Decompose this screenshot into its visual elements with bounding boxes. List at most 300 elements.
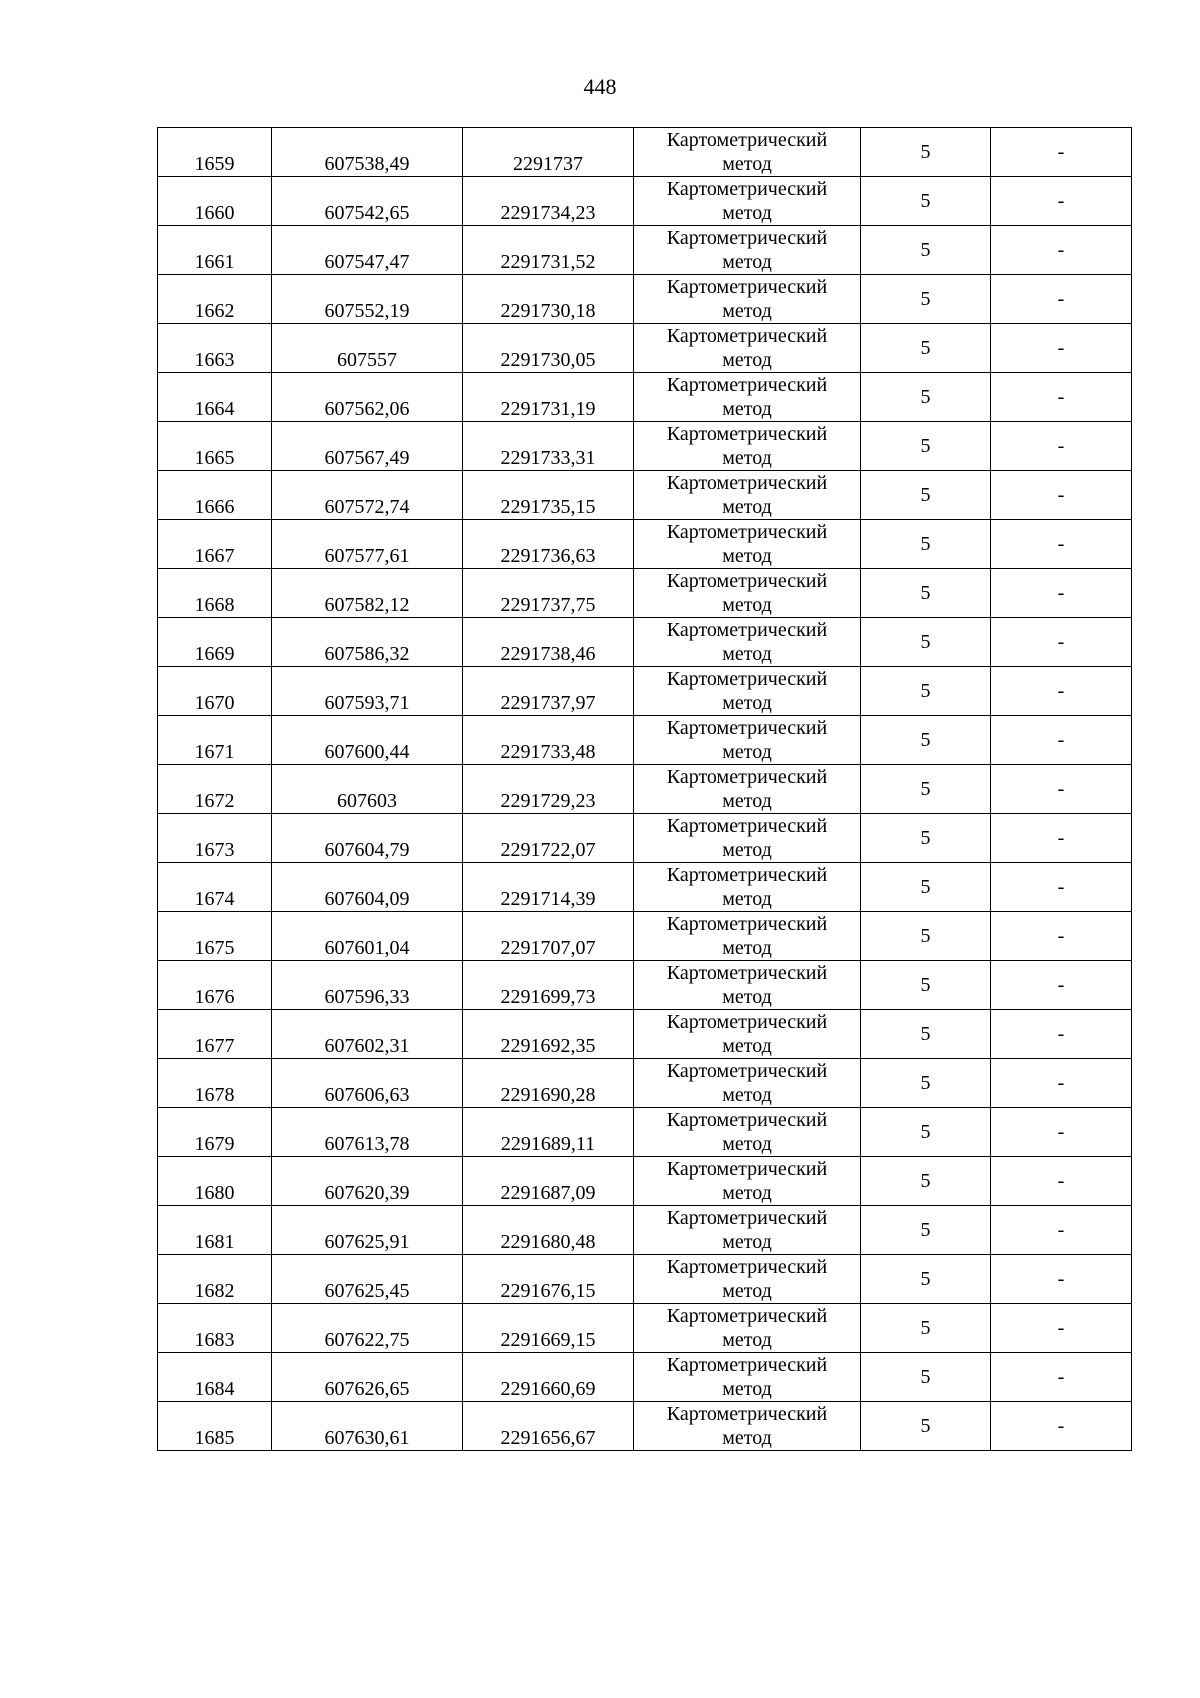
x-coordinate-cell <box>272 1157 463 1206</box>
y-coordinate-cell <box>463 1206 634 1255</box>
x-coordinate: 607557 <box>337 349 397 371</box>
x-coordinate-cell <box>272 1304 463 1353</box>
point-number: 1678 <box>194 1084 235 1106</box>
x-coordinate-cell <box>272 1206 463 1255</box>
point-number: 1682 <box>194 1280 235 1302</box>
method-cell <box>634 569 861 618</box>
table-row <box>158 912 1132 961</box>
y-coordinate-cell <box>463 128 634 177</box>
x-coordinate-cell <box>272 373 463 422</box>
y-coordinate: 2291676,15 <box>500 1280 596 1302</box>
accuracy-cell: 5 <box>861 324 991 373</box>
method-line-2: метод <box>722 1427 772 1449</box>
y-coordinate-cell <box>463 275 634 324</box>
x-coordinate-cell <box>272 618 463 667</box>
method-line-2: метод <box>722 888 772 910</box>
accuracy-cell: 5 <box>861 618 991 667</box>
y-coordinate-cell <box>463 1157 634 1206</box>
description-cell: - <box>991 324 1132 373</box>
accuracy-cell: 5 <box>861 1010 991 1059</box>
x-coordinate-cell <box>272 1010 463 1059</box>
x-coordinate-cell <box>272 1255 463 1304</box>
method-line-1: Картометрический <box>666 717 828 739</box>
point-number: 1667 <box>194 545 235 567</box>
point-number: 1681 <box>194 1231 235 1253</box>
accuracy-cell: 5 <box>861 814 991 863</box>
point-number: 1669 <box>194 643 235 665</box>
method-line-2: метод <box>722 1280 772 1302</box>
point-number-cell <box>158 422 272 471</box>
accuracy-cell: 5 <box>861 128 991 177</box>
description-cell: - <box>991 1059 1132 1108</box>
point-number-cell <box>158 863 272 912</box>
description-cell: - <box>991 1108 1132 1157</box>
x-coordinate-cell <box>272 961 463 1010</box>
accuracy-cell: 5 <box>861 1206 991 1255</box>
method-line-1: Картометрический <box>666 1060 828 1082</box>
method-cell <box>634 471 861 520</box>
x-coordinate: 607567,49 <box>324 447 410 469</box>
method-cell <box>634 226 861 275</box>
table-row <box>158 814 1132 863</box>
table-row <box>158 961 1132 1010</box>
method-cell <box>634 667 861 716</box>
y-coordinate: 2291692,35 <box>500 1035 596 1057</box>
y-coordinate: 2291687,09 <box>500 1182 596 1204</box>
method-line-1: Картометрический <box>666 913 828 935</box>
y-coordinate-cell <box>463 569 634 618</box>
x-coordinate: 607600,44 <box>324 741 410 763</box>
point-number: 1679 <box>194 1133 235 1155</box>
y-coordinate: 2291689,11 <box>500 1133 596 1155</box>
x-coordinate-cell <box>272 1353 463 1402</box>
x-coordinate: 607601,04 <box>324 937 410 959</box>
point-number: 1666 <box>194 496 235 518</box>
description-cell: - <box>991 667 1132 716</box>
point-number-cell <box>158 618 272 667</box>
method-line-2: метод <box>722 1329 772 1351</box>
description-cell: - <box>991 912 1132 961</box>
point-number-cell <box>158 1402 272 1451</box>
description-cell: - <box>991 1157 1132 1206</box>
y-coordinate-cell <box>463 912 634 961</box>
x-coordinate-cell <box>272 863 463 912</box>
table-row <box>158 1353 1132 1402</box>
method-line-1: Картометрический <box>666 1011 828 1033</box>
point-number: 1659 <box>194 153 235 175</box>
x-coordinate-cell <box>272 1402 463 1451</box>
x-coordinate-cell <box>272 520 463 569</box>
description-cell: - <box>991 716 1132 765</box>
x-coordinate: 607604,79 <box>324 839 410 861</box>
y-coordinate: 2291656,67 <box>500 1427 596 1449</box>
x-coordinate: 607547,47 <box>324 251 410 273</box>
y-coordinate-cell <box>463 1353 634 1402</box>
table-row <box>158 765 1132 814</box>
x-coordinate-cell <box>272 226 463 275</box>
point-number-cell <box>158 1255 272 1304</box>
method-line-2: метод <box>722 153 772 175</box>
method-line-2: метод <box>722 1035 772 1057</box>
point-number: 1661 <box>194 251 235 273</box>
table-row <box>158 716 1132 765</box>
y-coordinate-cell <box>463 765 634 814</box>
x-coordinate: 607596,33 <box>324 986 410 1008</box>
method-line-2: метод <box>722 594 772 616</box>
y-coordinate-cell <box>463 1402 634 1451</box>
method-line-1: Картометрический <box>666 766 828 788</box>
point-number-cell <box>158 1108 272 1157</box>
point-number: 1660 <box>194 202 235 224</box>
point-number: 1673 <box>194 839 235 861</box>
method-line-2: метод <box>722 202 772 224</box>
x-coordinate: 607625,91 <box>324 1231 410 1253</box>
method-cell <box>634 961 861 1010</box>
point-number-cell <box>158 765 272 814</box>
method-cell <box>634 1353 861 1402</box>
method-cell <box>634 814 861 863</box>
description-cell: - <box>991 177 1132 226</box>
point-number-cell <box>158 275 272 324</box>
x-coordinate-cell <box>272 177 463 226</box>
description-cell: - <box>991 373 1132 422</box>
y-coordinate: 2291680,48 <box>500 1231 596 1253</box>
y-coordinate: 2291730,05 <box>500 349 596 371</box>
method-cell <box>634 128 861 177</box>
y-coordinate-cell <box>463 814 634 863</box>
y-coordinate-cell <box>463 1108 634 1157</box>
x-coordinate: 607603 <box>337 790 397 812</box>
point-number-cell <box>158 716 272 765</box>
point-number-cell <box>158 1059 272 1108</box>
point-number: 1663 <box>194 349 235 371</box>
y-coordinate: 2291737 <box>513 153 583 175</box>
description-cell: - <box>991 814 1132 863</box>
accuracy-cell: 5 <box>861 912 991 961</box>
table-row <box>158 471 1132 520</box>
accuracy-cell: 5 <box>861 1353 991 1402</box>
accuracy-cell: 5 <box>861 275 991 324</box>
x-coordinate: 607604,09 <box>324 888 410 910</box>
method-line-2: метод <box>722 496 772 518</box>
description-cell: - <box>991 618 1132 667</box>
table-row <box>158 1402 1132 1451</box>
table-row <box>158 1255 1132 1304</box>
method-line-2: метод <box>722 447 772 469</box>
point-number-cell <box>158 128 272 177</box>
y-coordinate-cell <box>463 226 634 275</box>
point-number: 1668 <box>194 594 235 616</box>
y-coordinate-cell <box>463 618 634 667</box>
point-number-cell <box>158 226 272 275</box>
table-row <box>158 422 1132 471</box>
accuracy-cell: 5 <box>861 1402 991 1451</box>
method-cell <box>634 1304 861 1353</box>
method-line-1: Картометрический <box>666 1305 828 1327</box>
x-coordinate-cell <box>272 716 463 765</box>
x-coordinate: 607626,65 <box>324 1378 410 1400</box>
method-line-2: метод <box>722 398 772 420</box>
x-coordinate: 607586,32 <box>324 643 410 665</box>
x-coordinate-cell <box>272 569 463 618</box>
method-line-1: Картометрический <box>666 276 828 298</box>
point-number-cell <box>158 912 272 961</box>
y-coordinate: 2291730,18 <box>500 300 596 322</box>
x-coordinate-cell <box>272 667 463 716</box>
y-coordinate: 2291735,15 <box>500 496 596 518</box>
method-line-1: Картометрический <box>666 1158 828 1180</box>
method-cell <box>634 1108 861 1157</box>
y-coordinate-cell <box>463 1255 634 1304</box>
point-number-cell <box>158 1353 272 1402</box>
method-line-1: Картометрический <box>666 472 828 494</box>
x-coordinate: 607602,31 <box>324 1035 410 1057</box>
method-line-1: Картометрический <box>666 1109 828 1131</box>
y-coordinate: 2291729,23 <box>500 790 596 812</box>
x-coordinate-cell <box>272 912 463 961</box>
method-line-1: Картометрический <box>666 570 828 592</box>
method-cell <box>634 863 861 912</box>
point-number-cell <box>158 1304 272 1353</box>
point-number: 1677 <box>194 1035 235 1057</box>
x-coordinate: 607538,49 <box>324 153 410 175</box>
y-coordinate: 2291660,69 <box>500 1378 596 1400</box>
point-number: 1671 <box>194 741 235 763</box>
accuracy-cell: 5 <box>861 422 991 471</box>
x-coordinate: 607606,63 <box>324 1084 410 1106</box>
description-cell: - <box>991 1353 1132 1402</box>
coordinates-table-body <box>158 128 1132 1451</box>
description-cell: - <box>991 422 1132 471</box>
x-coordinate-cell <box>272 324 463 373</box>
y-coordinate: 2291690,28 <box>500 1084 596 1106</box>
point-number-cell <box>158 1010 272 1059</box>
point-number-cell <box>158 471 272 520</box>
method-cell <box>634 373 861 422</box>
accuracy-cell: 5 <box>861 765 991 814</box>
method-line-1: Картометрический <box>666 423 828 445</box>
accuracy-cell: 5 <box>861 471 991 520</box>
x-coordinate: 607630,61 <box>324 1427 410 1449</box>
description-cell: - <box>991 471 1132 520</box>
method-line-1: Картометрический <box>666 129 828 151</box>
method-line-1: Картометрический <box>666 962 828 984</box>
accuracy-cell: 5 <box>861 1108 991 1157</box>
table-row <box>158 275 1132 324</box>
x-coordinate: 607577,61 <box>324 545 410 567</box>
coordinates-table <box>157 127 1132 1451</box>
description-cell: - <box>991 1255 1132 1304</box>
method-line-1: Картометрический <box>666 178 828 200</box>
description-cell: - <box>991 765 1132 814</box>
point-number: 1662 <box>194 300 235 322</box>
table-row <box>158 1304 1132 1353</box>
method-line-1: Картометрический <box>666 374 828 396</box>
method-line-2: метод <box>722 1133 772 1155</box>
x-coordinate-cell <box>272 471 463 520</box>
y-coordinate-cell <box>463 324 634 373</box>
description-cell: - <box>991 520 1132 569</box>
x-coordinate-cell <box>272 275 463 324</box>
point-number: 1675 <box>194 937 235 959</box>
method-line-1: Картометрический <box>666 619 828 641</box>
description-cell: - <box>991 1304 1132 1353</box>
point-number-cell <box>158 814 272 863</box>
method-line-1: Картометрический <box>666 815 828 837</box>
method-cell <box>634 765 861 814</box>
method-line-2: метод <box>722 1084 772 1106</box>
table-row <box>158 520 1132 569</box>
table-row <box>158 569 1132 618</box>
method-line-2: метод <box>722 349 772 371</box>
method-line-2: метод <box>722 741 772 763</box>
method-line-1: Картометрический <box>666 1403 828 1425</box>
y-coordinate-cell <box>463 1304 634 1353</box>
description-cell: - <box>991 226 1132 275</box>
y-coordinate-cell <box>463 471 634 520</box>
x-coordinate: 607572,74 <box>324 496 410 518</box>
accuracy-cell: 5 <box>861 1157 991 1206</box>
method-cell <box>634 1010 861 1059</box>
method-line-1: Картометрический <box>666 864 828 886</box>
point-number: 1670 <box>194 692 235 714</box>
description-cell: - <box>991 128 1132 177</box>
method-cell <box>634 1402 861 1451</box>
description-cell: - <box>991 1010 1132 1059</box>
x-coordinate: 607582,12 <box>324 594 410 616</box>
method-line-1: Картометрический <box>666 668 828 690</box>
y-coordinate-cell <box>463 373 634 422</box>
y-coordinate: 2291737,97 <box>500 692 596 714</box>
point-number-cell <box>158 569 272 618</box>
method-line-1: Картометрический <box>666 227 828 249</box>
method-line-2: метод <box>722 251 772 273</box>
table-row <box>158 373 1132 422</box>
method-line-2: метод <box>722 545 772 567</box>
y-coordinate: 2291733,48 <box>500 741 596 763</box>
y-coordinate-cell <box>463 961 634 1010</box>
method-line-1: Картометрический <box>666 1207 828 1229</box>
y-coordinate: 2291669,15 <box>500 1329 596 1351</box>
method-line-1: Картометрический <box>666 1256 828 1278</box>
point-number-cell <box>158 1206 272 1255</box>
table-row <box>158 863 1132 912</box>
x-coordinate: 607620,39 <box>324 1182 410 1204</box>
x-coordinate: 607542,65 <box>324 202 410 224</box>
point-number: 1683 <box>194 1329 235 1351</box>
method-line-2: метод <box>722 1378 772 1400</box>
method-line-2: метод <box>722 692 772 714</box>
point-number: 1665 <box>194 447 235 469</box>
accuracy-cell: 5 <box>861 1059 991 1108</box>
y-coordinate: 2291699,73 <box>500 986 596 1008</box>
table-row <box>158 1010 1132 1059</box>
y-coordinate-cell <box>463 520 634 569</box>
point-number-cell <box>158 324 272 373</box>
method-cell <box>634 520 861 569</box>
x-coordinate: 607625,45 <box>324 1280 410 1302</box>
accuracy-cell: 5 <box>861 716 991 765</box>
table-row <box>158 1108 1132 1157</box>
x-coordinate-cell <box>272 765 463 814</box>
table-row <box>158 1059 1132 1108</box>
y-coordinate-cell <box>463 667 634 716</box>
method-line-2: метод <box>722 937 772 959</box>
y-coordinate: 2291722,07 <box>500 839 596 861</box>
accuracy-cell: 5 <box>861 520 991 569</box>
x-coordinate: 607552,19 <box>324 300 410 322</box>
method-line-2: метод <box>722 839 772 861</box>
method-line-2: метод <box>722 790 772 812</box>
y-coordinate-cell <box>463 863 634 912</box>
x-coordinate-cell <box>272 814 463 863</box>
x-coordinate-cell <box>272 1059 463 1108</box>
table-row <box>158 1157 1132 1206</box>
table-row <box>158 1206 1132 1255</box>
point-number: 1672 <box>194 790 235 812</box>
description-cell: - <box>991 1206 1132 1255</box>
point-number: 1685 <box>194 1427 235 1449</box>
y-coordinate: 2291738,46 <box>500 643 596 665</box>
x-coordinate-cell <box>272 1108 463 1157</box>
accuracy-cell: 5 <box>861 1255 991 1304</box>
point-number-cell <box>158 177 272 226</box>
table-row <box>158 324 1132 373</box>
point-number-cell <box>158 373 272 422</box>
method-cell <box>634 177 861 226</box>
method-cell <box>634 716 861 765</box>
point-number: 1684 <box>194 1378 235 1400</box>
accuracy-cell: 5 <box>861 961 991 1010</box>
table-row <box>158 226 1132 275</box>
method-cell <box>634 324 861 373</box>
x-coordinate-cell <box>272 128 463 177</box>
point-number-cell <box>158 520 272 569</box>
y-coordinate: 2291733,31 <box>500 447 596 469</box>
method-line-2: метод <box>722 300 772 322</box>
point-number: 1680 <box>194 1182 235 1204</box>
point-number-cell <box>158 1157 272 1206</box>
y-coordinate: 2291731,19 <box>500 398 596 420</box>
y-coordinate-cell <box>463 716 634 765</box>
method-line-2: метод <box>722 1231 772 1253</box>
method-line-2: метод <box>722 643 772 665</box>
point-number-cell <box>158 961 272 1010</box>
point-number-cell <box>158 667 272 716</box>
accuracy-cell: 5 <box>861 1304 991 1353</box>
accuracy-cell: 5 <box>861 569 991 618</box>
page-number: 448 <box>583 74 617 99</box>
x-coordinate-cell <box>272 422 463 471</box>
y-coordinate: 2291734,23 <box>500 202 596 224</box>
method-line-1: Картометрический <box>666 1354 828 1376</box>
point-number: 1676 <box>194 986 235 1008</box>
method-line-2: метод <box>722 1182 772 1204</box>
y-coordinate: 2291736,63 <box>500 545 596 567</box>
y-coordinate: 2291737,75 <box>500 594 596 616</box>
point-number: 1664 <box>194 398 235 420</box>
accuracy-cell: 5 <box>861 863 991 912</box>
method-cell <box>634 1157 861 1206</box>
method-cell <box>634 1255 861 1304</box>
x-coordinate: 607593,71 <box>324 692 410 714</box>
description-cell: - <box>991 569 1132 618</box>
table-row <box>158 618 1132 667</box>
accuracy-cell: 5 <box>861 177 991 226</box>
table-row <box>158 177 1132 226</box>
accuracy-cell: 5 <box>861 226 991 275</box>
method-cell <box>634 1059 861 1108</box>
